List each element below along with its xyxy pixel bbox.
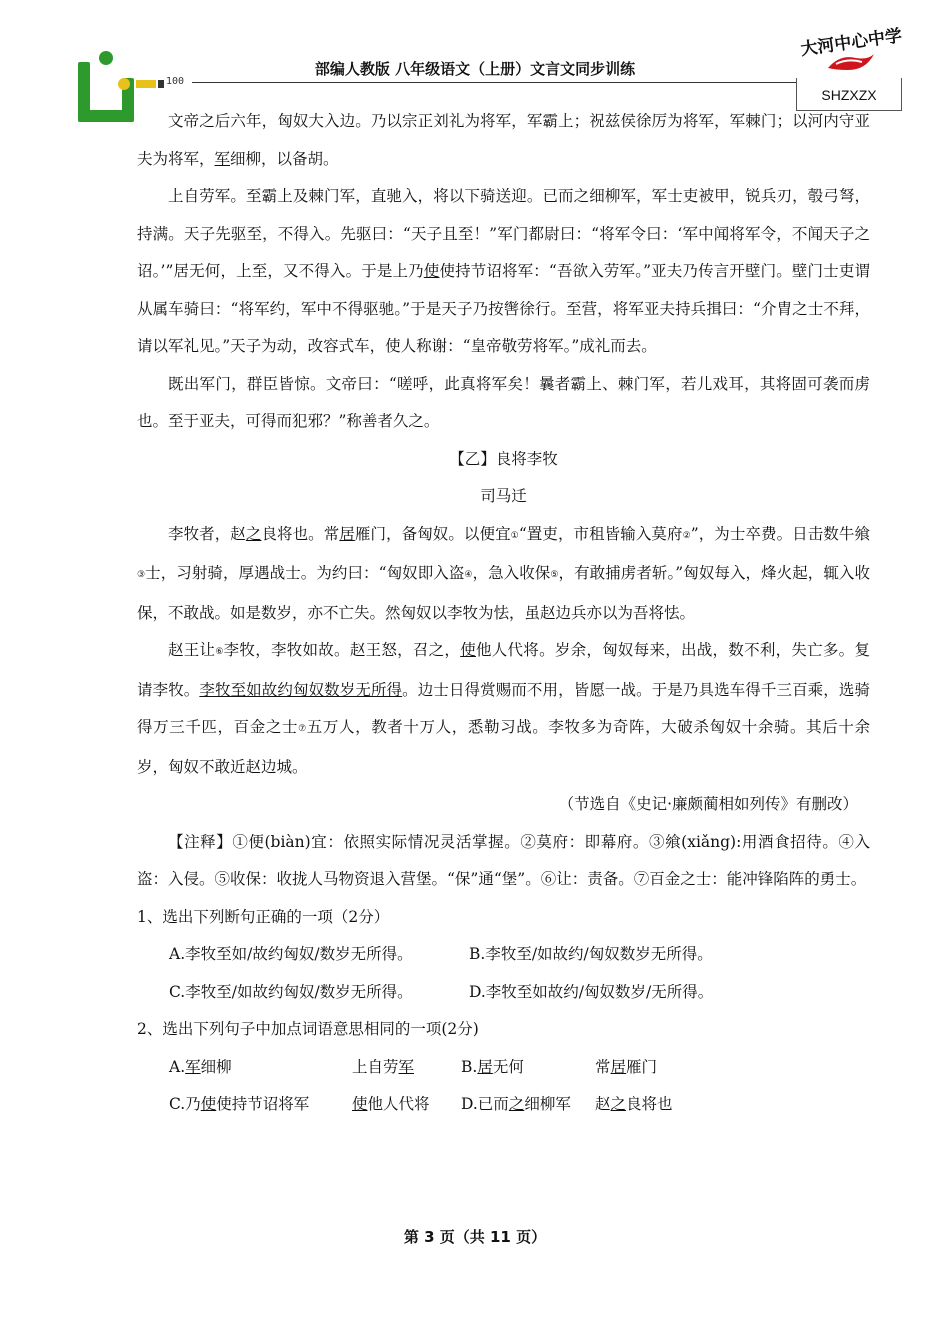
yi-paragraph-1: 李牧者，赵之良将也。常居雁门，备匈奴。以便宜①“置吏，市租皆输入莫府②”，为士卒费。日击数牛飨③士，习射骑，厚遇战士。为约曰：“匈奴即入盗④，急入收保⑤，有敢捕虏者斩。”匈奴每入，烽火起，辄入收保，不敢战。如是数岁，亦不亡失。然匈奴以李牧为怯，虽赵边兵亦以为吾将怯。: [137, 524, 870, 622]
dotted-word: 之: [245, 524, 262, 543]
option-d-first: D.已而之细柳军: [461, 1095, 571, 1113]
source-citation: （节选自《史记·廉颇蔺相如列传》有删改）: [558, 795, 858, 813]
note-marker: ②: [682, 530, 691, 541]
school-code-box: SHZXZX: [796, 78, 902, 111]
underlined-sentence: 李牧至如故约匈奴数岁无所得: [199, 680, 403, 699]
page-footer: 第 3 页（共 11 页）: [403, 1228, 547, 1246]
question-2-options-row-2: [137, 1086, 870, 1124]
dotted-word: 居: [339, 524, 355, 543]
option-c: C.李牧至/如故约匈奴/数岁无所得。: [169, 982, 413, 1001]
jia-paragraph-1: 文帝之后六年，匈奴大入边。乃以宗正刘礼为将军，军霸上；祝兹侯徐厉为将军，军棘门；以河内守亚夫为将军，军细柳，以备胡。: [137, 112, 870, 168]
question-1-stem: 1、选出下列断句正确的一项（2分）: [137, 907, 390, 926]
question-1-options-row-1: [137, 936, 870, 974]
option-b-second: 常居雁门: [595, 1057, 658, 1076]
yi-title: 【乙】良将李牧: [449, 449, 558, 468]
option-a-second: 上自劳军: [352, 1057, 415, 1076]
option-b: B.李牧至/如故约/匈奴数岁无所得。: [469, 945, 713, 963]
note-marker: ④: [464, 570, 473, 580]
option-c-first: C.乃使使持节诏将军: [169, 1095, 310, 1113]
page-header-title: 部编人教版 八年级语文（上册）文言文同步训练: [314, 60, 636, 78]
note-marker: ⑥: [215, 647, 224, 657]
page-content: [137, 103, 870, 1124]
yi-author: 司马迁: [480, 487, 527, 505]
annotations: 【注释】①便(biàn)宜：依照实际情况灵活掌握。②莫府：即幕府。③飨(xiǎng):用酒食招待。④入盗：入侵。⑤收保：收拢人马物资退入营堡。“保”通“堡”。⑥让：责备。⑦百金之士：能冲锋陷阵的勇士。: [137, 832, 870, 888]
option-c-second: 使他人代将: [352, 1095, 430, 1113]
note-marker: ⑦: [298, 724, 307, 734]
dotted-word: 使: [423, 262, 440, 280]
header-divider: [192, 82, 797, 83]
question-2-options-row-1: [137, 1049, 870, 1087]
option-d-second: 赵之良将也: [595, 1095, 673, 1113]
option-a: A.李牧至如/故约匈奴/数岁无所得。: [169, 945, 413, 963]
logo-text: 100: [166, 76, 185, 87]
question-2-stem: 2、选出下列句子中加点词语意思相同的一项(2分): [137, 1020, 479, 1038]
dotted-word: 军: [214, 149, 231, 168]
yi-paragraph-2: 赵王让⑥李牧，李牧如故。赵王怒，召之，使他人代将。岁余，匈奴每来，出战，数不利，失亡多。复请李牧。李牧至如故约匈奴数岁无所得。边士日得赏赐而不用，皆愿一战。于是乃具选车得千三百乘，选骑得万三千匹，百金之士⑦五万人，教者十万人，悉勒习战。李牧多为奇阵，大破杀匈奴十余骑。其后十余岁，匈奴不敢近赵边城。: [137, 641, 870, 776]
school-emblem-icon: [826, 52, 876, 74]
school-name: 大河中心中学: [799, 25, 904, 60]
jia-paragraph-2: 上自劳军。至霸上及棘门军，直驰入，将以下骑送迎。已而之细柳军，军士吏被甲，锐兵刃，彀弓弩，持满。天子先驱至，不得入。先驱曰：“天子且至！”军门都尉曰：“将军令曰：‘军中闻将军令，不闻天子之诏。’”居无何，上至，又不得入。于是上乃使使持节诏将军：“吾欲入劳军。”亚夫乃传言开壁门。壁门士吏谓从属车骑曰：“将军约，军中不得驱驰。”于是天子乃按辔徐行。至营，将军亚夫持兵揖曰：“介胄之士不拜，请以军礼见。”天子为动，改容式车，使人称谢：“皇帝敬劳将军。”成礼而去。: [137, 187, 870, 355]
question-1-options-row-2: [137, 974, 870, 1012]
note-marker: ③: [137, 570, 146, 580]
dotted-word: 使: [460, 641, 476, 659]
note-marker: ①: [510, 530, 519, 541]
note-marker: ⑤: [550, 570, 559, 580]
option-b-first: B.居无何: [461, 1057, 524, 1076]
jia-paragraph-3: 既出军门，群臣皆惊。文帝曰：“嗟呼，此真将军矣！曩者霸上、棘门军，若儿戏耳，其将固可袭而虏也。至于亚夫，可得而犯邪？”称善者久之。: [137, 374, 870, 430]
option-d: D.李牧至如故约/匈奴数岁/无所得。: [469, 982, 714, 1001]
option-a-first: A.军细柳: [169, 1057, 232, 1076]
